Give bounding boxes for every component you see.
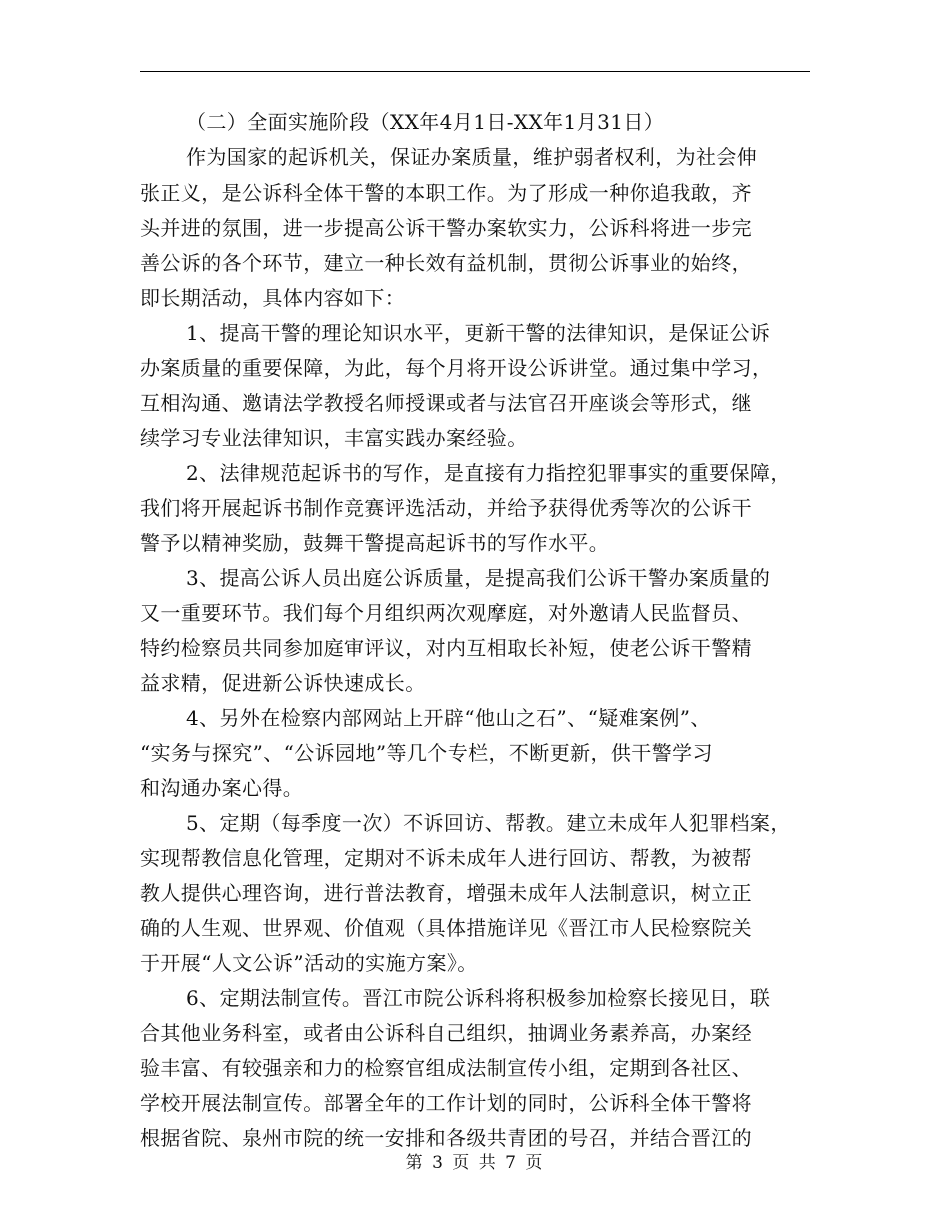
text-line: 续学习专业法律知识，丰富实践办案经验。 <box>140 426 528 450</box>
text-line: 警予以精神奖励，鼓舞干警提高起诉书的写作水平。 <box>140 531 610 555</box>
text-line: 互相沟通、邀请法学教授名师授课或者与法官召开座谈会等形式，继 <box>140 391 752 415</box>
text-line: 头并进的氛围，进一步提高公诉干警办案软实力，公诉科将进一步完 <box>140 216 752 240</box>
text-line: 教人提供心理咨询，进行普法教育，增强未成年人法制意识，树立正 <box>140 881 752 905</box>
text-line: 5、定期（每季度一次）不诉回访、帮教。建立未成年人犯罪档案， <box>186 811 791 835</box>
text-line: 我们将开展起诉书制作竞赛评选活动，并给予获得优秀等次的公诉干 <box>140 496 752 520</box>
text-line: 和沟通办案心得。 <box>140 776 304 800</box>
text-line: 6、定期法制宣传。晋江市院公诉科将积极参加检察长接见日，联 <box>186 986 771 1010</box>
text-line: 合其他业务科室，或者由公诉科自己组织，抽调业务素养高，办案经 <box>140 1021 752 1045</box>
text-line: 4、另外在检察内部网站上开辟“他山之石”、“疑难案例”、 <box>186 706 711 730</box>
text-line: 根据省院、泉州市院的统一安排和各级共青团的号召，并结合晋江的 <box>140 1126 752 1150</box>
section-heading: （二）全面实施阶段（XX年4月1日-XX年1月31日） <box>186 110 665 134</box>
text-line: 善公诉的各个环节，建立一种长效有益机制，贯彻公诉事业的始终， <box>140 251 752 275</box>
text-line: 实现帮教信息化管理，定期对不诉未成年人进行回访、帮教，为被帮 <box>140 846 752 870</box>
text-line: 3、提高公诉人员出庭公诉质量，是提高我们公诉干警办案质量的 <box>186 566 771 590</box>
text-line: 特约检察员共同参加庭审评议，对内互相取长补短，使老公诉干警精 <box>140 636 752 660</box>
text-line: 张正义，是公诉科全体干警的本职工作。为了形成一种你追我敢，齐 <box>140 181 752 205</box>
text-line: 确的人生观、世界观、价值观（具体措施详见《晋江市人民检察院关 <box>140 916 752 940</box>
text-line: 又一重要环节。我们每个月组织两次观摩庭，对外邀请人民监督员、 <box>140 601 752 625</box>
text-line: 益求精，促进新公诉快速成长。 <box>140 671 426 695</box>
text-line: 作为国家的起诉机关，保证办案质量，维护弱者权利，为社会伸 <box>186 145 758 169</box>
header-rule <box>140 71 810 72</box>
text-line: 即长期活动，具体内容如下： <box>140 286 406 310</box>
text-line: “实务与探究”、“公诉园地”等几个专栏，不断更新，供干警学习 <box>140 741 713 765</box>
text-line: 于开展“人文公诉”活动的实施方案》。 <box>140 951 478 975</box>
text-line: 2、法律规范起诉书的写作，是直接有力指控犯罪事实的重要保障， <box>186 461 791 485</box>
text-line: 验丰富、有较强亲和力的检察官组成法制宣传小组，定期到各社区、 <box>140 1056 752 1080</box>
text-line: 学校开展法制宣传。部署全年的工作计划的同时，公诉科全体干警将 <box>140 1091 752 1115</box>
text-line: 办案质量的重要保障，为此，每个月将开设公诉讲堂。通过集中学习， <box>140 356 773 380</box>
text-line: 1、提高干警的理论知识水平，更新干警的法律知识，是保证公诉 <box>186 321 771 345</box>
page-footer: 第 3 页 共 7 页 <box>405 1153 545 1173</box>
